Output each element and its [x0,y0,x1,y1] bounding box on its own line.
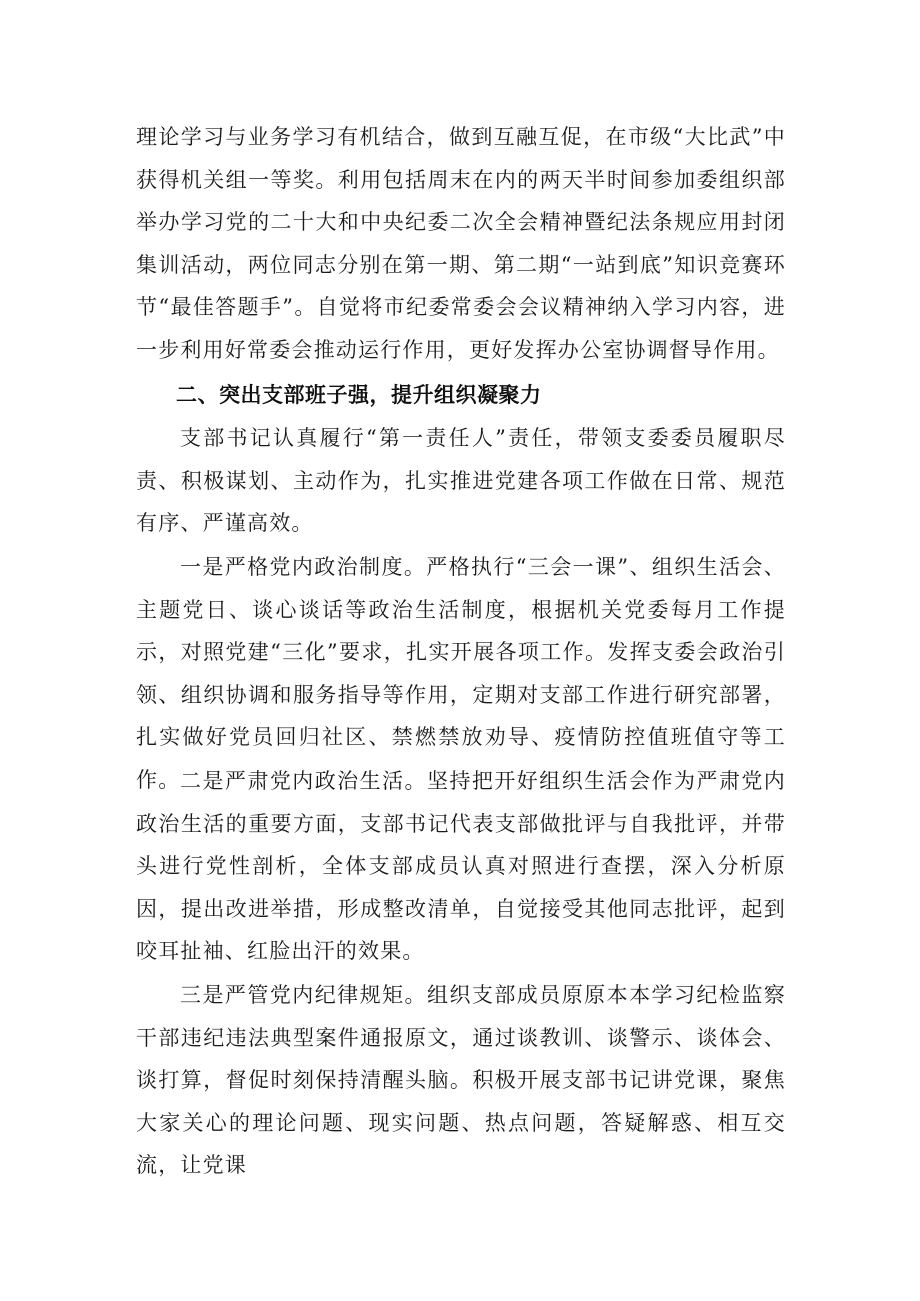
paragraph-item-1: 一是严格党内政治制度。严格执行“三会一课”、组织生活会、主题党日、谈心谈话等政治生活制度，根据机关党委每月工作提示，对照党建“三化”要求，扎实开展各项工作。发挥支委会政治引领、组织协调和服务指导等作用，定期对支部工作进行研究部署，扎实做好党员回归社区、禁燃禁放劝导、疫情防控值班值守等工作。 [136,555,786,792]
paragraph-item-3: 三是严管党内纪律规矩。组织支部成员原原本本学习纪检监察干部违纪违法典型案件通报原文，通过谈教训、谈警示、谈体会、谈打算，督促时刻保持清醒头脑。积极开展支部书记讲党课，聚焦大家关心的理论问题、现实问题、热点问题，答疑解惑、相互交流，让党课 [136,983,786,1178]
section-heading: 二、突出支部班子强，提升组织凝聚力 [176,383,542,407]
paragraph-intro: 支部书记认真履行“第一责任人”责任，带领支委委员履职尽责、积极谋划、主动作为，扎实推进党建各项工作做在日常、规范有序、严谨高效。 [136,426,786,536]
paragraph-item-2: 二是严肃党内政治生活。坚持把开好组织生活会作为严肃党内政治生活的重要方面，支部书记代表支部做批评与自我批评，并带头进行党性剖析，全体支部成员认真对照进行查摆，深入分析原因，提出改进举措，形成整改清单，自觉接受其他同志批评，起到咬耳扯袖、红脸出汗的效果。 [136,769,786,964]
paragraph-continuation: 理论学习与业务学习有机结合，做到互融互促，在市级“大比武”中获得机关组一等奖。利用包括周末在内的两天半时间参加委组织部举办学习党的二十大和中央纪委二次全会精神暨纪法条规应用封闭集训活动，两位同志分别在第一期、第二期“一站到底”知识竞赛环节“最佳答题手”。自觉将市纪委常委会会议精神纳入学习内容，进一步利用好常委会推动运行作用，更好发挥办公室协调督导作用。 [136,125,786,362]
